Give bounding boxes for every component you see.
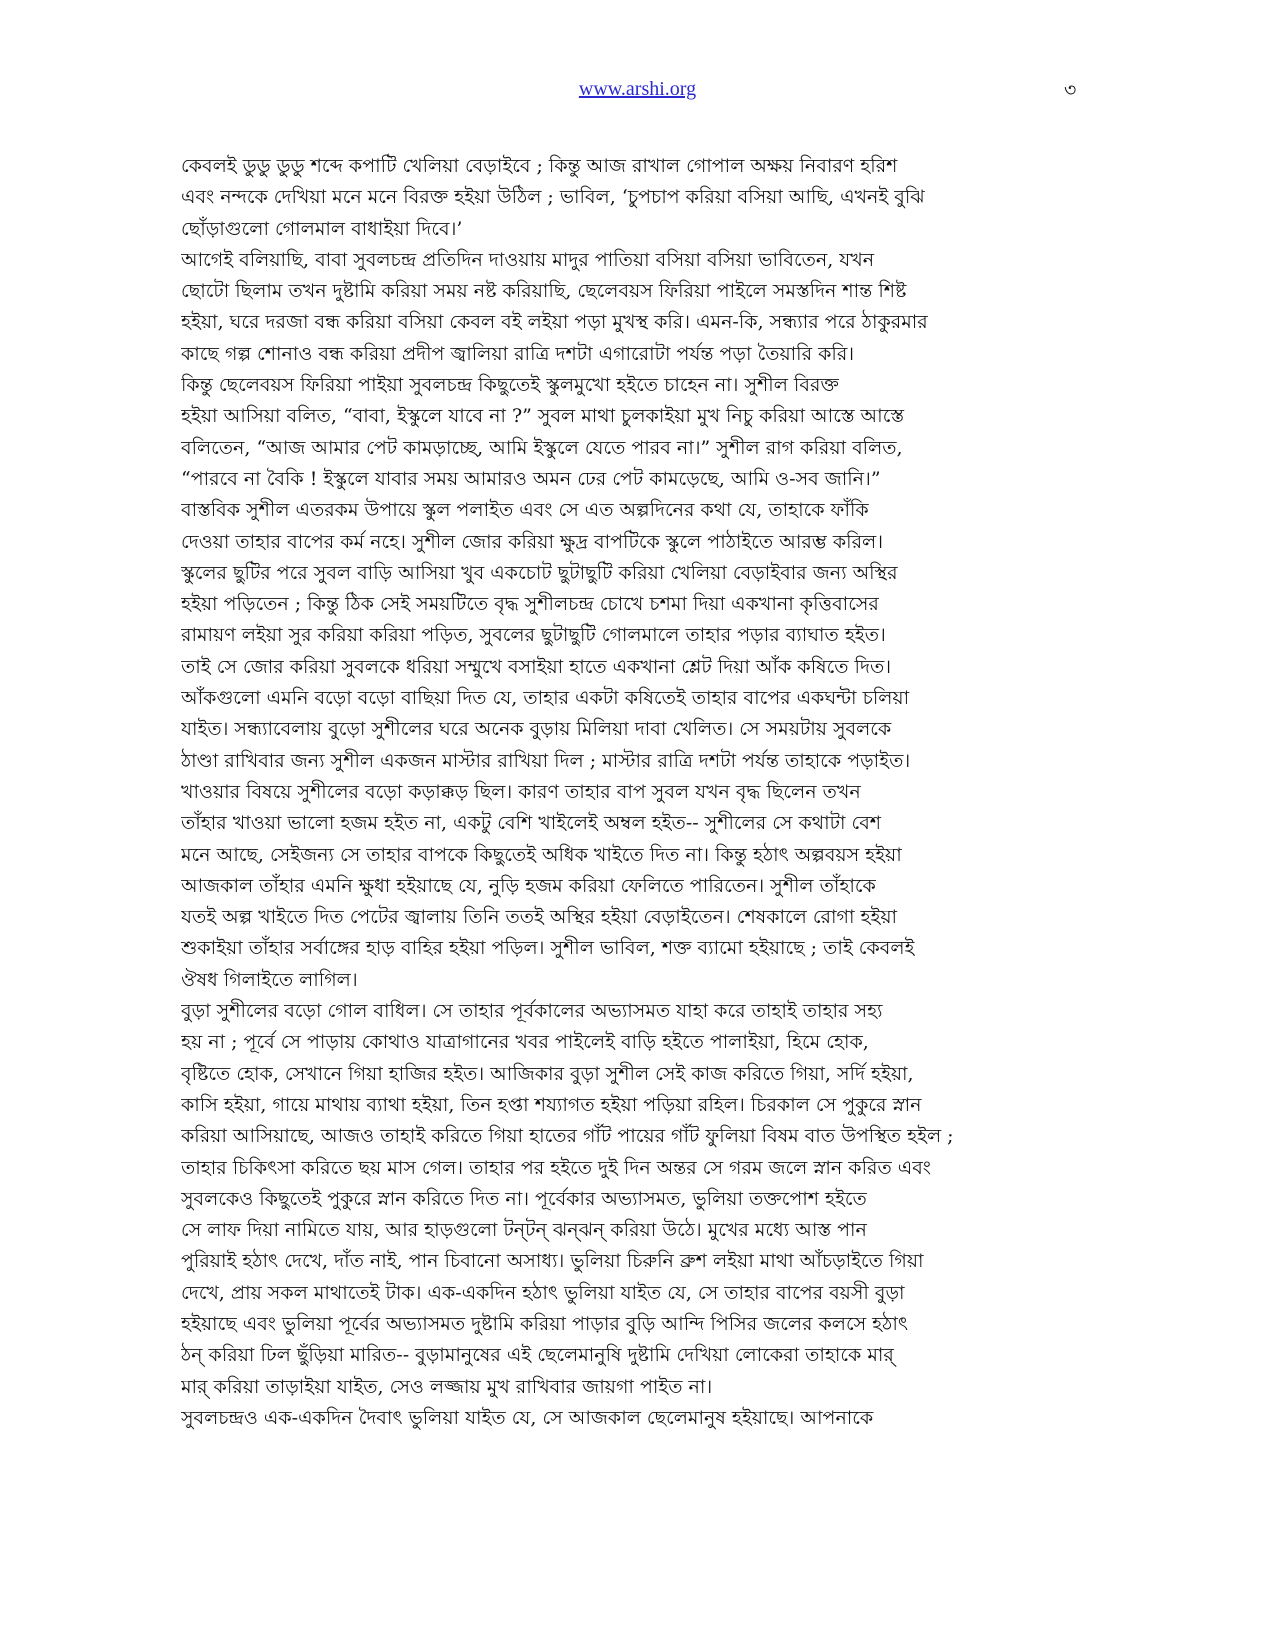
- text-line: সুবলচন্দ্রও এক-একদিন দৈবাৎ ভুলিয়া যাইত যে, সে আজকাল ছেলেমানুষ হইয়াছে। আপনাকে: [181, 1406, 874, 1429]
- text-line: দেওয়া তাহার বাপের কর্ম নহে। সুশীল জোর করিয়া ক্ষুদ্র বাপটিকে স্কুলে পাঠাইতে আরম্ভ করিল।: [181, 530, 884, 553]
- text-line: স্কুলের ছুটির পরে সুবল বাড়ি আসিয়া খুব একচোট ছুটাছুটি করিয়া খেলিয়া বেড়াইবার জন্য অস্থির: [181, 561, 898, 584]
- text-line: হইয়া, ঘরে দরজা বন্ধ করিয়া বসিয়া কেবল বই লইয়া পড়া মুখস্থ করি। এমন-কি, সন্ধ্যার পরে ঠাকুরমার: [181, 311, 928, 334]
- text-line: হইয়া আসিয়া বলিত, “বাবা, ইস্কুলে যাবে না ?” সুবল মাথা চুলকাইয়া মুখ নিচু করিয়া আস্তে আস্তে: [181, 405, 904, 428]
- body-text: [181, 151, 1061, 1434]
- text-line: আজকাল তাঁহার এমনি ক্ষুধা হইয়াছে যে, নুড়ি হজম করিয়া ফেলিতে পারিতেন। সুশীল তাঁহাকে: [181, 874, 876, 897]
- text-line: পুরিয়াই হঠাৎ দেখে, দাঁত নাই, পান চিবানো অসাধ্য। ভুলিয়া চিরুনি ব্রুশ লইয়া মাথা আঁচড়াইতে গিয়া: [181, 1250, 924, 1273]
- text-line: ঠাণ্ডা রাখিবার জন্য সুশীল একজন মাস্টার রাখিয়া দিল ; মাস্টার রাত্রি দশটা পর্যন্ত তাহাকে পড়াইত।: [181, 749, 911, 772]
- text-line: আঁকগুলো এমনি বড়ো বড়ো বাছিয়া দিত যে, তাহার একটা কষিতেই তাহার বাপের একঘন্টা চলিয়া: [181, 687, 910, 710]
- paragraph: [181, 495, 1061, 777]
- text-line: তাই সে জোর করিয়া সুবলকে ধরিয়া সম্মুখে বসাইয়া হাতে একখানা শ্লেট দিয়া আঁক কষিতে দিত।: [181, 655, 892, 678]
- text-line: কাসি হইয়া, গায়ে মাথায় ব্যাথা হইয়া, তিন হপ্তা শয্যাগত হইয়া পড়িয়া রহিল। চিরকাল সে পুকুরে স্নান: [181, 1093, 922, 1116]
- text-line: মার্ করিয়া তাড়াইয়া যাইত, সেও লজ্জায় মুখ রাখিবার জায়গা পাইত না।: [181, 1375, 713, 1398]
- paragraph: [181, 151, 1061, 245]
- text-line: বুড়া সুশীলের বড়ো গোল বাধিল। সে তাহার পূর্বকালের অভ্যাসমত যাহা করে তাহাই তাহার সহ্য: [181, 1000, 883, 1023]
- text-line: শুকাইয়া তাঁহার সর্বাঙ্গের হাড় বাহির হইয়া পড়িল। সুশীল ভাবিল, শক্ত ব্যামো হইয়াছে ; তাই কেবলই: [181, 937, 915, 960]
- paragraph: [181, 1403, 1061, 1434]
- text-line: কিন্তু ছেলেবয়স ফিরিয়া পাইয়া সুবলচন্দ্র কিছুতেই স্কুলমুখো হইতে চাহেন না। সুশীল বিরক্ত: [181, 374, 839, 397]
- text-line: হইয়াছে এবং ভুলিয়া পূর্বের অভ্যাসমত দুষ্টামি করিয়া পাড়ার বুড়ি আন্দি পিসির জলের কলসে হঠাৎ: [181, 1312, 908, 1335]
- text-line: করিয়া আসিয়াছে, আজও তাহাই করিতে গিয়া হাতের গাঁট পায়ের গাঁট ফুলিয়া বিষম বাত উপস্থিত হইল ;: [181, 1125, 954, 1148]
- text-line: ছোটো ছিলাম তখন দুষ্টামি করিয়া সময় নষ্ট করিয়াছি, ছেলেবয়স ফিরিয়া পাইলে সমস্তদিন শান্ত শিষ্ট: [181, 280, 907, 303]
- text-line: তাঁহার খাওয়া ভালো হজম হইত না, একটু বেশি খাইলেই অম্বল হইত-- সুশীলের সে কথাটা বেশ: [181, 812, 882, 835]
- text-line: যাইত। সন্ধ্যাবেলায় বুড়ো সুশীলের ঘরে অনেক বুড়ায় মিলিয়া দাবা খেলিত। সে সময়টায় সুবলকে: [181, 718, 892, 741]
- paragraph: [181, 777, 1061, 996]
- paragraph: [181, 370, 1061, 495]
- paragraph: [181, 245, 1061, 370]
- paragraph: [181, 996, 1061, 1403]
- text-line: মনে আছে, সেইজন্য সে তাহার বাপকে কিছুতেই অধিক খাইতে দিত না। কিন্তু হঠাৎ অল্পবয়স হইয়া: [181, 843, 902, 866]
- text-line: ছোঁড়াগুলো গোলমাল বাধাইয়া দিবে।’: [181, 217, 463, 240]
- text-line: তাহার চিকিৎসা করিতে ছয় মাস গেল। তাহার পর হইতে দুই দিন অন্তর সে গরম জলে স্নান করিত এবং: [181, 1156, 931, 1179]
- text-line: রামায়ণ লইয়া সুর করিয়া করিয়া পড়িত, সুবলের ছুটাছুটি গোলমালে তাহার পড়ার ব্যাঘাত হইত।: [181, 624, 886, 647]
- page-number: ৩: [1064, 79, 1077, 101]
- text-line: কেবলই ডুডু ডুডু শব্দে কপাটি খেলিয়া বেড়াইবে ; কিন্তু আজ রাখাল গোপাল অক্ষয় নিবারণ হরিশ: [181, 155, 898, 177]
- text-line: সুবলকেও কিছুতেই পুকুরে স্নান করিতে দিত না। পূর্বেকার অভ্যাসমত, ভুলিয়া তক্তপোশ হইতে: [181, 1187, 867, 1210]
- text-line: দেখে, প্রায় সকল মাথাতেই টাক। এক-একদিন হঠাৎ ভুলিয়া যাইত যে, সে তাহার বাপের বয়সী বুড়া: [181, 1281, 905, 1304]
- text-line: বলিতেন, “আজ আমার পেট কামড়াচ্ছে, আমি ইস্কুলে যেতে পারব না।” সুশীল রাগ করিয়া বলিত,: [181, 436, 903, 459]
- site-url-link[interactable]: www.arshi.org: [578, 78, 697, 100]
- text-line: সে লাফ দিয়া নামিতে যায়, আর হাড়গুলো টন্‌টন্ ঝন্‌ঝন্ করিয়া উঠে। মুখের মধ্যে আস্ত পান: [181, 1219, 867, 1242]
- text-line: “পারবে না বৈকি ! ইস্কুলে যাবার সময় আমারও অমন ঢের পেট কামড়েছে, আমি ও-সব জানি।”: [181, 467, 881, 490]
- text-line: বাস্তবিক সুশীল এতরকম উপায়ে স্কুল পলাইত এবং সে এত অল্পদিনের কথা যে, তাহাকে ফাঁকি: [181, 499, 869, 522]
- text-line: আগেই বলিয়াছি, বাবা সুবলচন্দ্র প্রতিদিন দাওয়ায় মাদুর পাতিয়া বসিয়া বসিয়া ভাবিতেন, যখন: [181, 248, 875, 271]
- text-line: হয় না ; পূর্বে সে পাড়ায় কোথাও যাত্রাগানের খবর পাইলেই বাড়ি হইতে পালাইয়া, হিমে হোক,: [181, 1031, 869, 1054]
- text-line: ঠন্ করিয়া ঢিল ছুঁড়িয়া মারিত-- বুড়ামানুষের এই ছেলেমানুষি দুষ্টামি দেখিয়া লোকেরা তাহাকে মার্: [181, 1344, 894, 1367]
- text-line: ঔষধ গিলাইতে লাগিল।: [181, 968, 358, 991]
- text-line: বৃষ্টিতে হোক, সেখানে গিয়া হাজির হইত। আজিকার বুড়া সুশীল সেই কাজ করিতে গিয়া, সর্দি হইয়া,: [181, 1062, 914, 1085]
- text-line: হইয়া পড়িতেন ; কিন্তু ঠিক সেই সময়টিতে বৃদ্ধ সুশীলচন্দ্র চোখে চশমা দিয়া একখানা কৃত্তিবাসের: [181, 593, 879, 616]
- text-line: যতই অল্প খাইতে দিত পেটের জ্বালায় তিনি ততই অস্থির হইয়া বেড়াইতেন। শেষকালে রোগা হইয়া: [181, 906, 898, 929]
- text-line: কাছে গল্প শোনাও বন্ধ করিয়া প্রদীপ জ্বালিয়া রাত্রি দশটা এগারোটা পর্যন্ত পড়া তৈয়ারি করি।: [181, 342, 855, 365]
- text-line: খাওয়ার বিষয়ে সুশীলের বড়ো কড়াক্কড় ছিল। কারণ তাহার বাপ সুবল যখন বৃদ্ধ ছিলেন তখন: [181, 780, 861, 803]
- text-line: এবং নন্দকে দেখিয়া মনে মনে বিরক্ত হইয়া উঠিল ; ভাবিল, ‘চুপচাপ করিয়া বসিয়া আছি, এখনই বুঝি: [181, 186, 925, 209]
